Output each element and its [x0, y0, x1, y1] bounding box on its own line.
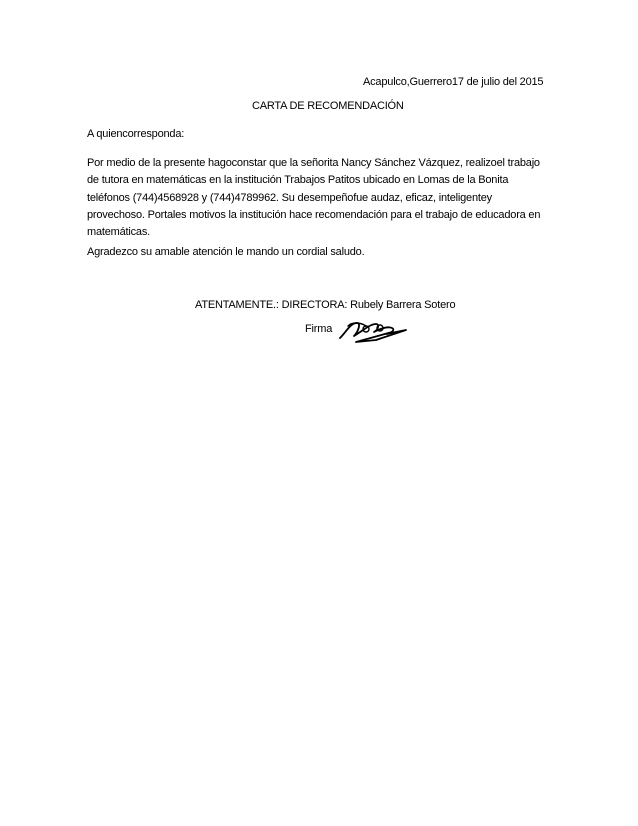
body-line: matemáticas.	[87, 226, 151, 239]
firma-label: Firma	[305, 323, 333, 335]
body-line: provechoso. Portales motivos la institución hace recomendación para el trabajo de educadora en	[87, 208, 541, 221]
body-line: de tutora en matemáticas en la institución Trabajos Patitos ubicado en Lomas de la Bonita	[87, 174, 509, 187]
place-date: Acapulco,Guerrero17 de julio del 2015	[363, 76, 544, 88]
body-line: teléfonos (744)4568928 y (744)4789962. Su desempeñofue audaz, eficaz, inteligentey	[87, 191, 492, 204]
closing-thanks: Agradezco su amable atención le mando un cordial saludo.	[87, 246, 365, 258]
body-line: Por medio de la presente hagoconstar que la señorita Nancy Sánchez Vázquez, realizoel trabajo	[87, 157, 540, 169]
letter-body	[87, 155, 557, 241]
salutation: A quiencorresponda:	[87, 128, 185, 140]
signatory-line: ATENTAMENTE.: DIRECTORA: Rubely Barrera Sotero	[195, 299, 456, 311]
handwritten-signature	[336, 318, 408, 344]
letter-title: CARTA DE RECOMENDACIÓN	[252, 100, 404, 112]
